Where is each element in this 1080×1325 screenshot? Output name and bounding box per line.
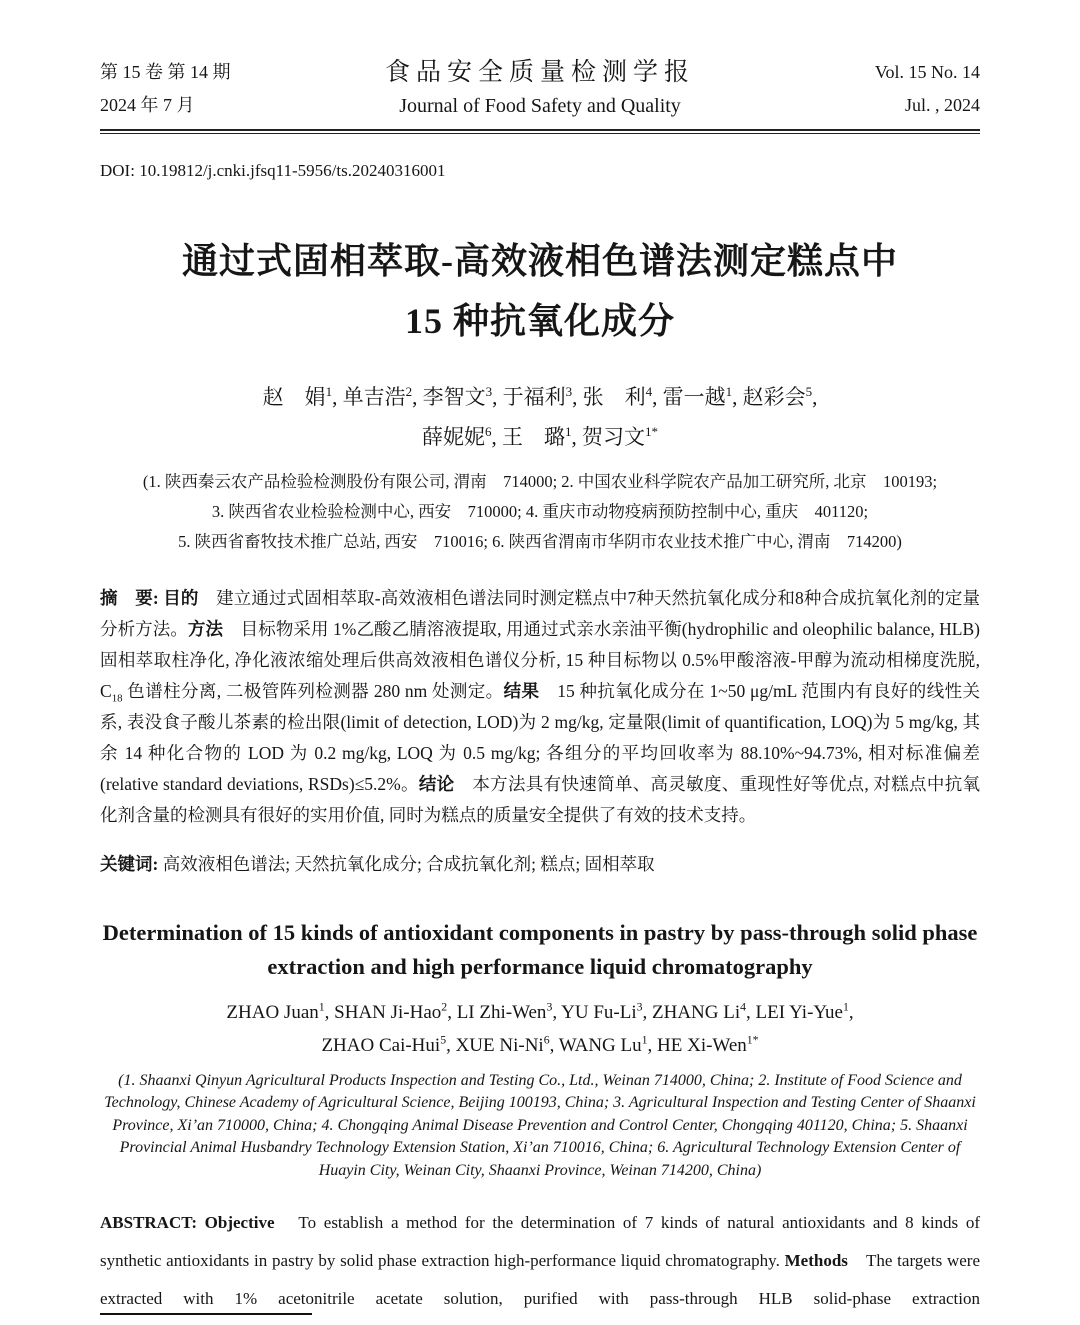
author-name: ZHAO Cai-Hui (321, 1034, 441, 1056)
author-name: 赵 娟 (262, 385, 326, 409)
author-affiliation-superscript: 3 (485, 384, 493, 399)
author-name: 薛妮妮 (421, 425, 485, 449)
author-name: 赵彩会 (742, 385, 806, 409)
author-name: 李智文 (422, 385, 486, 409)
journal-header (100, 56, 980, 122)
author-affiliation-superscript: 6 (543, 1033, 550, 1047)
author-affiliation-superscript: 1 (641, 1033, 648, 1047)
author-affiliation-superscript: 5 (440, 1033, 447, 1047)
volume-issue-en: Vol. 15 No. 14 (874, 62, 980, 82)
author-name: LEI Yi-Yue (755, 1001, 843, 1023)
author-line: ZHAO Juan$^1$, SHAN Ji-Hao$^2$, LI Zhi-Wen$^3$, YU Fu-Li$^3$, ZHANG Li$^4$, LEI Yi-Yue$^1$, (226, 1000, 854, 1023)
author-affiliation-superscript: 5 (805, 384, 813, 399)
footnote-divider (100, 1313, 312, 1315)
doi-line: DOI: 10.19812/j.cnki.jfsq11-5956/ts.20240316001 (100, 161, 446, 180)
affiliations-zh (100, 467, 980, 557)
authors-zh (100, 377, 980, 457)
author-affiliation-superscript: 1 (325, 384, 333, 399)
date-en: Jul. , 2024 (904, 95, 980, 115)
author-affiliation-superscript: 1 (564, 424, 572, 439)
article-title-en: Determination of 15 kinds of antioxidant components in pastry by pass-through solid phase extraction and high performance liquid chromatography (102, 919, 978, 979)
author-affiliation-superscript: 6 (484, 424, 492, 439)
article-title-zh-line1: 通过式固相萃取-高效液相色谱法测定糕点中 (182, 241, 898, 281)
author-name: 于福利 (502, 385, 566, 409)
volume-issue-zh: 第 15 卷 第 14 期 (100, 62, 231, 82)
journal-name-en: Journal of Food Safety and Quality (399, 95, 681, 117)
author-name: 王 璐 (501, 425, 565, 449)
header-volume-info (740, 56, 980, 122)
header-issue-info (100, 56, 340, 122)
author-name: ZHAO Juan (226, 1001, 319, 1023)
author-affiliation-superscript: 1* (645, 424, 659, 439)
author-affiliation-superscript: 2 (405, 384, 413, 399)
author-name: HE Xi-Wen (657, 1034, 747, 1056)
author-affiliation-superscript: 3 (546, 1000, 553, 1014)
author-line: ZHAO Cai-Hui$^5$, XUE Ni-Ni$^6$, WANG Lu$^1$, HE Xi-Wen$^{1*}$ (321, 1033, 759, 1056)
author-name: LI Zhi-Wen (456, 1001, 547, 1023)
author-name: 单吉浩 (342, 385, 406, 409)
abstract-en: ABSTRACT: Objective To establish a method for the determination of 7 kinds of natural antioxidants and 8 kinds of synthetic antioxidants in pastry by solid phase extraction high-performance liquid chromatography. Methods The targets were extracted with 1% acetonitrile acetate solution, purified with pass-through HLB solid-phase extraction (100, 1213, 981, 1308)
author-affiliation-superscript: 2 (441, 1000, 448, 1014)
journal-name-zh: 食品安全质量检测学报 (384, 59, 695, 86)
affiliation-zh-line1: (1. 陕西秦云农产品检验检测股份有限公司, 渭南 714000; 2. 中国农业科学院农产品加工研究所, 北京 100193; (142, 472, 938, 491)
author-affiliation-superscript: 3 (636, 1000, 643, 1014)
authors-en (100, 996, 980, 1062)
author-affiliation-superscript: 1 (318, 1000, 325, 1014)
author-line: 薛妮妮$^6$, 王 璐$^1$, 贺习文$^{1*}$ (421, 424, 659, 449)
author-name: 张 利 (582, 385, 646, 409)
author-name: SHAN Ji-Hao (334, 1001, 442, 1023)
author-affiliation-superscript: 3 (565, 384, 573, 399)
journal-name-block (340, 56, 740, 122)
author-affiliation-superscript: 1 (725, 384, 733, 399)
article-title-zh-line2: 15 种抗氧化成分 (404, 301, 675, 341)
author-name: ZHANG Li (652, 1001, 741, 1023)
author-name: 贺习文 (582, 425, 645, 449)
keywords-zh: 关键词: 高效液相色谱法; 天然抗氧化成分; 合成抗氧化剂; 糕点; 固相萃取 (100, 853, 655, 874)
date-zh: 2024 年 7 月 (100, 95, 195, 115)
author-affiliation-superscript: 1 (842, 1000, 849, 1014)
author-affiliation-superscript: 4 (740, 1000, 747, 1014)
author-name: 雷一越 (662, 385, 726, 409)
affiliations-en: (1. Shaanxi Qinyun Agricultural Products Inspection and Testing Co., Ltd., Weinan 714000, China; 2. Institute of Food Science and Technology, Chinese Academy of Agricultural Science, Beijing 100193, China; 3. Agricultural Inspection and Testing Center of Shaanxi Province, Xi’an 710000, China; 4. Chongqing Animal Disease Prevention and Control Center, Chongqing 401120, China; 5. Shaanxi Provincial Animal Husbandry Technology Extension Station, Xi’an 710016, China; 6. Agricultural Technology Extension Center of Huayin City, Weinan City, Shaanxi Province, Weinan 714200, China) (104, 1071, 976, 1179)
author-affiliation-superscript: 1* (746, 1033, 759, 1047)
author-name: XUE Ni-Ni (455, 1034, 544, 1056)
author-name: YU Fu-Li (561, 1001, 637, 1023)
author-affiliation-superscript: 4 (645, 384, 653, 399)
abstract-zh: 摘 要: 目的 建立通过式固相萃取-高效液相色谱法同时测定糕点中7种天然抗氧化成分和8种合成抗氧化剂的定量分析方法。方法 目标物采用 1%乙酸乙腈溶液提取, 用通过式亲水亲油平衡(hydrophilic and oleophilic balance, HLB)固相萃取柱净化, 净化液浓缩处理后供高效液相色谱仪分析, 15 种目标物以 0.5%甲酸溶液-甲醇为流动相梯度洗脱, $C_{18}$ 色谱柱分离, 二极管阵列检测器 280 nm 处测定。结果 15 种抗氧化成分在 1~50 μg/mL 范围内有良好的线性关系, 表没食子酸儿茶素的检出限(limit of detection, LOD)为 2 mg/kg, 定量限(limit of quantification, LOQ)为 5 mg/kg, 其余 14 种化合物的 LOD 为 0.2 mg/kg, LOQ 为 0.5 mg/kg; 各组分的平均回收率为 88.10%~94.73%, 相对标准偏差(relative standard deviations, RSDs)≤5.2%。结论 本方法具有快速简单、高灵敏度、重现性好等优点, 对糕点中抗氧化剂含量的检测具有很好的实用价值, 同时为糕点的质量安全提供了有效的技术支持。 (100, 588, 981, 825)
affiliation-zh-line3: 5. 陕西省畜牧技术推广总站, 西安 710016; 6. 陕西省渭南市华阴市农业技术推广中心, 渭南 714200) (178, 532, 902, 551)
author-line: 赵 娟$^1$, 单吉浩$^2$, 李智文$^3$, 于福利$^3$, 张 利$^4$, 雷一越$^1$, 赵彩会$^5$, (262, 384, 818, 409)
article-title-zh (100, 231, 980, 351)
author-name: WANG Lu (558, 1034, 642, 1056)
header-divider (100, 129, 980, 134)
affiliation-zh-line2: 3. 陕西省农业检验检测中心, 西安 710000; 4. 重庆市动物疫病预防控制中心, 重庆 401120; (211, 502, 869, 521)
